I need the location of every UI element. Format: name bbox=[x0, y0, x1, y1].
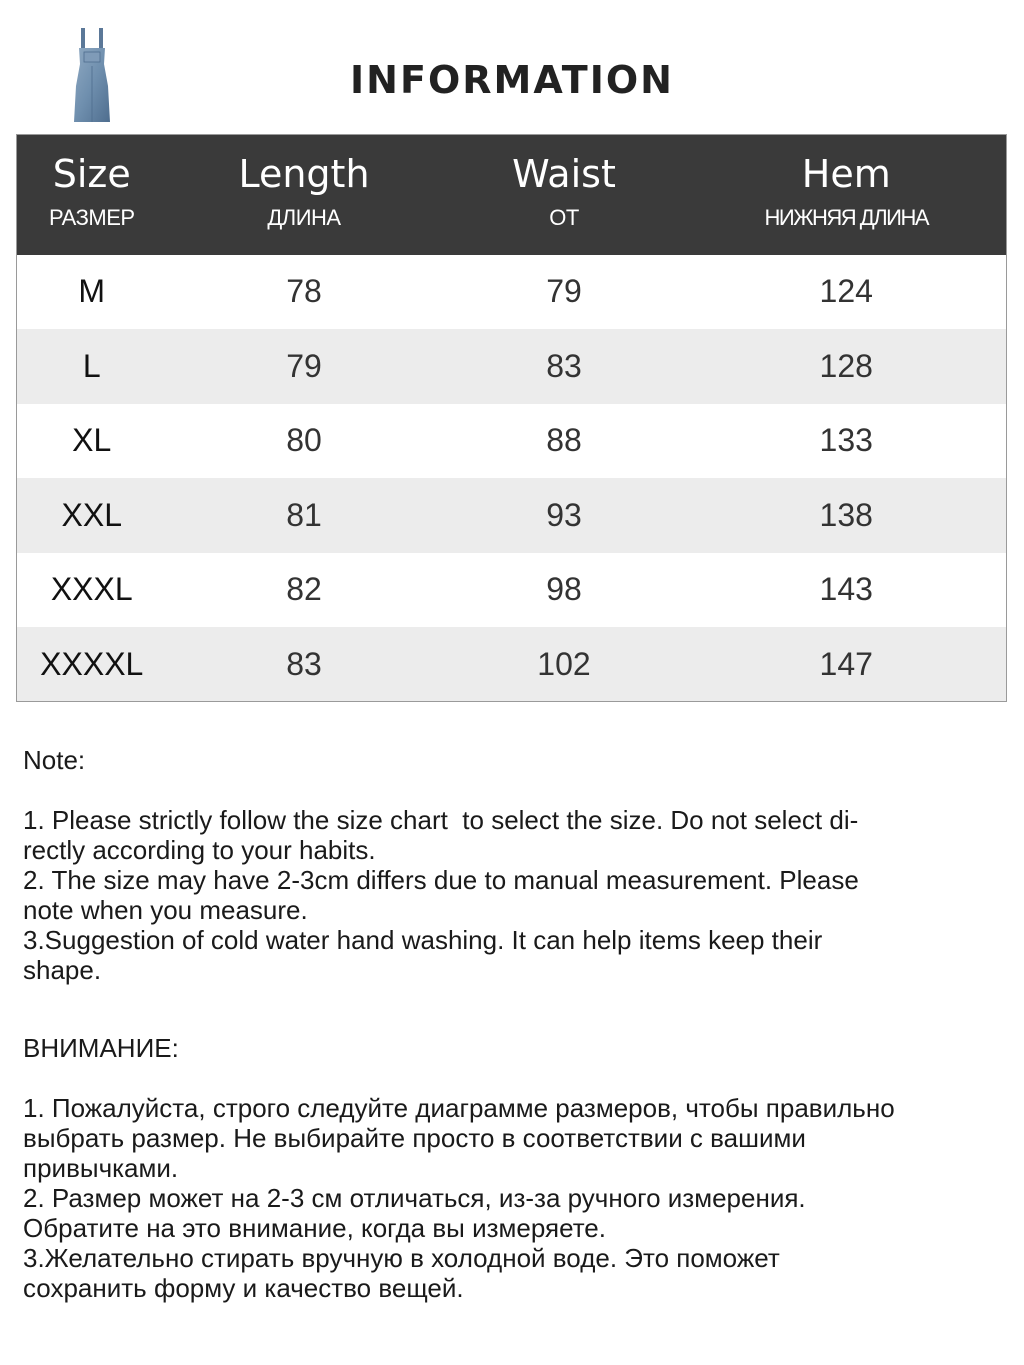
length-cell: 83 bbox=[286, 645, 322, 682]
column-header-hem bbox=[687, 135, 1007, 255]
hem-cell: 138 bbox=[819, 496, 873, 533]
column-header-sublabel: НИЖНЯЯ ДЛИНА bbox=[764, 204, 928, 230]
table-row bbox=[17, 329, 1007, 404]
note-line: привычками. bbox=[23, 1153, 179, 1183]
note-line: rectly according to your habits. bbox=[23, 835, 376, 865]
waist-cell: 102 bbox=[537, 645, 591, 682]
page-title: INFORMATION bbox=[350, 58, 674, 102]
note-heading: Note: bbox=[23, 745, 86, 775]
column-header-size bbox=[17, 135, 167, 255]
size-cell: XXXL bbox=[50, 571, 133, 608]
header-row bbox=[17, 135, 1007, 255]
table-row bbox=[17, 255, 1007, 330]
note-line: сохранить форму и качество вещей. bbox=[23, 1273, 464, 1303]
notes-section bbox=[23, 745, 998, 1303]
size-cell: L bbox=[82, 347, 101, 384]
note-line: shape. bbox=[23, 955, 102, 985]
waist-cell: 88 bbox=[546, 422, 582, 459]
column-header-label: Waist bbox=[512, 151, 616, 196]
note-line: выбрать размер. Не выбирайте просто в соответствии с вашими bbox=[23, 1123, 806, 1153]
column-header-sublabel: ДЛИНА bbox=[267, 204, 341, 230]
waist-cell: 83 bbox=[546, 347, 582, 384]
note-line: 2. The size may have 2-3cm differs due to manual measurement. Please bbox=[23, 865, 859, 895]
waist-cell: 98 bbox=[546, 571, 582, 608]
size-cell: XXL bbox=[61, 496, 122, 533]
note-line: 2. Размер может на 2-3 см отличаться, из-за ручного измерения. bbox=[23, 1183, 806, 1213]
size-cell: XL bbox=[72, 422, 112, 459]
note-line: note when you measure. bbox=[23, 895, 308, 925]
table-row bbox=[17, 627, 1007, 702]
length-cell: 81 bbox=[286, 496, 322, 533]
hem-cell: 147 bbox=[819, 645, 873, 682]
russian-notes bbox=[23, 1033, 998, 1303]
english-notes bbox=[23, 745, 998, 985]
column-header-sublabel: ОТ bbox=[549, 204, 579, 230]
column-header-waist bbox=[442, 135, 687, 255]
column-header-length bbox=[167, 135, 442, 255]
waist-cell: 93 bbox=[546, 496, 582, 533]
length-cell: 80 bbox=[286, 422, 322, 459]
hem-cell: 143 bbox=[819, 571, 873, 608]
hem-cell: 128 bbox=[819, 347, 873, 384]
column-header-label: Length bbox=[238, 151, 370, 196]
table-row bbox=[17, 553, 1007, 628]
column-header-label: Size bbox=[52, 151, 131, 196]
table-row bbox=[17, 404, 1007, 479]
note-line: 3.Suggestion of cold water hand washing. It can help items keep their bbox=[23, 925, 823, 955]
hem-cell: 133 bbox=[819, 422, 873, 459]
note-heading: ВНИМАНИЕ: bbox=[23, 1033, 179, 1063]
size-chart-header bbox=[17, 135, 1007, 255]
note-line: 1. Please strictly follow the size chart to select the size. Do not select di- bbox=[23, 805, 859, 835]
length-cell: 79 bbox=[286, 347, 322, 384]
size-chart-table bbox=[16, 134, 1007, 702]
note-line: 3.Желательно стирать вручную в холодной воде. Это поможет bbox=[23, 1243, 780, 1273]
column-header-sublabel: РАЗМЕР bbox=[48, 204, 135, 230]
note-line: 1. Пожалуйста, строго следуйте диаграмме размеров, чтобы правильно bbox=[23, 1093, 895, 1123]
waist-cell: 79 bbox=[546, 273, 582, 310]
size-cell: M bbox=[78, 273, 106, 310]
size-chart-body bbox=[17, 255, 1007, 702]
length-cell: 78 bbox=[286, 273, 322, 310]
size-cell: XXXXL bbox=[40, 645, 144, 682]
hem-cell: 124 bbox=[819, 273, 873, 310]
length-cell: 82 bbox=[286, 571, 322, 608]
note-line: Обратите на это внимание, когда вы измеряете. bbox=[23, 1213, 606, 1243]
table-row bbox=[17, 478, 1007, 553]
column-header-label: Hem bbox=[801, 151, 891, 196]
